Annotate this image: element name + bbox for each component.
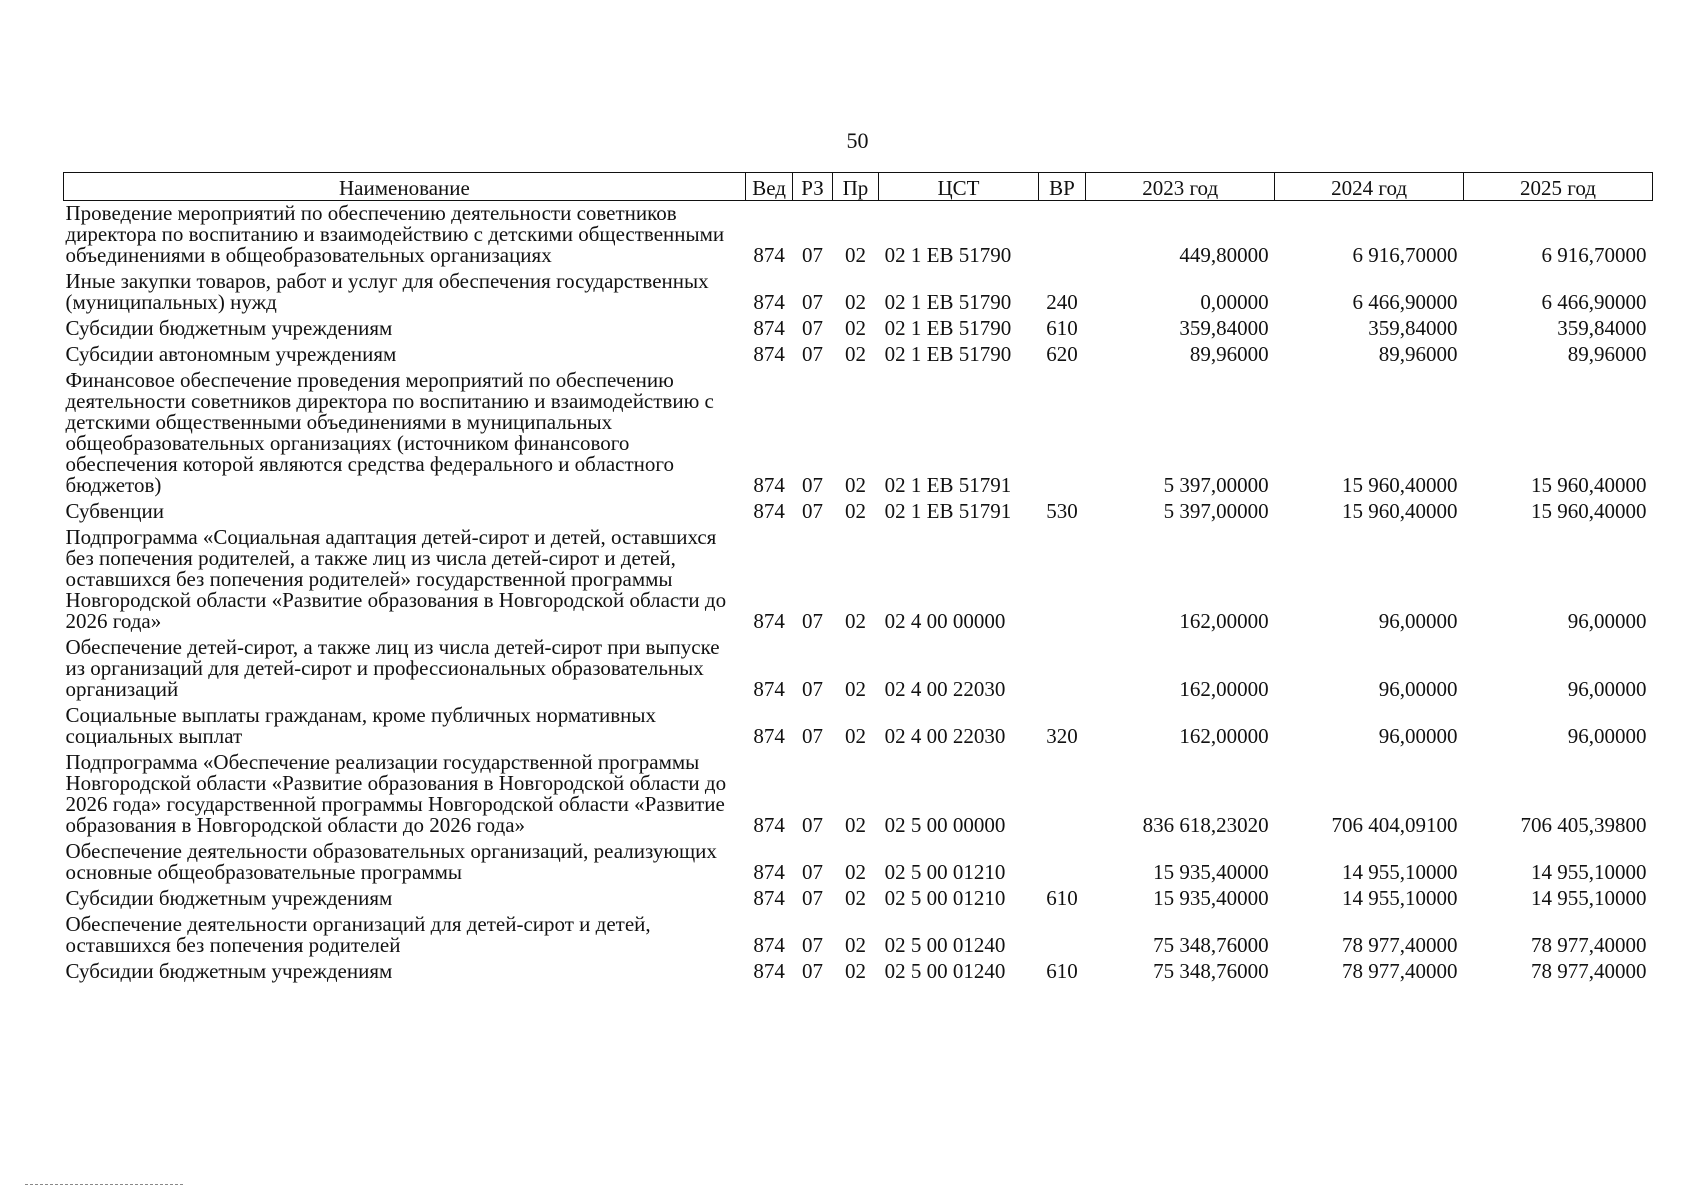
row-amount-2023: 75 348,76000	[1153, 933, 1269, 957]
row-rz: 07	[802, 677, 824, 701]
table-body	[64, 201, 1653, 986]
row-ved: 874	[753, 243, 785, 267]
row-ved: 874	[753, 860, 785, 884]
header-name: Наименование	[64, 173, 746, 201]
row-amount-2025: 15 960,40000	[1531, 499, 1647, 523]
row-amount-2025: 14 955,10000	[1531, 860, 1647, 884]
row-pr: 02	[844, 886, 866, 910]
row-amount-2023: 0,00000	[1200, 290, 1269, 314]
row-pr: 02	[844, 933, 866, 957]
row-amount-2024: 6 916,70000	[1352, 243, 1458, 267]
budget-table	[63, 172, 1653, 985]
row-name: Субсидии автономным учреждениям	[65, 342, 397, 366]
row-name: Обеспечение деятельности образовательных организаций, реализующих основные общеобразовательные программы	[65, 839, 717, 884]
row-name: Финансовое обеспечение проведения мероприятий по обеспечению деятельности советников директора по воспитанию и взаимодействию с детскими общественными объединениями в муниципальных общеобразовательных организациях (источником финансового обеспечения которой являются средства федерального и областного бюджетов)	[65, 368, 714, 497]
row-amount-2024: 359,84000	[1368, 316, 1458, 340]
header-row	[64, 173, 1653, 201]
row-vr: 610	[1046, 886, 1078, 910]
row-ved: 874	[753, 724, 785, 748]
table-row	[64, 839, 1653, 886]
row-ved: 874	[753, 342, 785, 366]
row-rz: 07	[802, 342, 824, 366]
row-amount-2025: 6 466,90000	[1541, 290, 1647, 314]
row-vr: 320	[1046, 724, 1078, 748]
row-cst: 02 1 ЕВ 51791	[884, 473, 1012, 497]
row-cst: 02 4 00 22030	[884, 724, 1006, 748]
row-amount-2025: 96,00000	[1567, 609, 1647, 633]
row-rz: 07	[802, 933, 824, 957]
row-cst: 02 1 ЕВ 51790	[884, 290, 1012, 314]
row-vr	[1038, 368, 1085, 499]
table-row	[64, 959, 1653, 985]
row-cst: 02 1 ЕВ 51790	[884, 316, 1012, 340]
row-pr: 02	[844, 473, 866, 497]
row-cst: 02 5 00 01210	[884, 860, 1006, 884]
table-row	[64, 703, 1653, 750]
row-vr: 620	[1046, 342, 1078, 366]
row-amount-2024: 15 960,40000	[1342, 473, 1458, 497]
row-rz: 07	[802, 724, 824, 748]
row-vr	[1038, 525, 1085, 635]
row-pr: 02	[844, 677, 866, 701]
row-name: Обеспечение детей-сирот, а также лиц из числа детей-сирот при выпуске из организаций для детей-сирот и профессиональных образовательных организаций	[65, 635, 720, 701]
row-vr	[1038, 912, 1085, 959]
header-rz: РЗ	[793, 173, 832, 201]
row-rz: 07	[802, 243, 824, 267]
table-row	[64, 525, 1653, 635]
row-cst: 02 4 00 00000	[884, 609, 1006, 633]
row-pr: 02	[844, 290, 866, 314]
row-ved: 874	[753, 886, 785, 910]
row-amount-2025: 6 916,70000	[1541, 243, 1647, 267]
row-amount-2025: 359,84000	[1557, 316, 1647, 340]
row-pr: 02	[844, 959, 866, 983]
header-2024: 2024 год	[1275, 173, 1464, 201]
row-name: Субсидии бюджетным учреждениям	[65, 316, 393, 340]
row-pr: 02	[844, 813, 866, 837]
row-vr	[1038, 750, 1085, 839]
row-rz: 07	[802, 609, 824, 633]
row-ved: 874	[753, 609, 785, 633]
row-amount-2024: 14 955,10000	[1342, 860, 1458, 884]
row-rz: 07	[802, 959, 824, 983]
row-amount-2025: 14 955,10000	[1531, 886, 1647, 910]
row-cst: 02 1 ЕВ 51790	[884, 342, 1012, 366]
row-amount-2023: 162,00000	[1179, 609, 1269, 633]
row-name: Социальные выплаты гражданам, кроме публичных нормативных социальных выплат	[65, 703, 657, 748]
page-number: 50	[846, 128, 869, 153]
row-amount-2023: 75 348,76000	[1153, 959, 1269, 983]
row-amount-2023: 5 397,00000	[1163, 499, 1269, 523]
row-name: Иные закупки товаров, работ и услуг для обеспечения государственных (муниципальных) нужд	[65, 269, 709, 314]
scan-artifact-line	[25, 1184, 183, 1185]
row-pr: 02	[844, 243, 866, 267]
row-amount-2023: 359,84000	[1179, 316, 1269, 340]
row-amount-2024: 96,00000	[1378, 677, 1458, 701]
table-row	[64, 368, 1653, 499]
row-name: Проведение мероприятий по обеспечению деятельности советников директора по воспитанию и взаимодействию с детскими общественными объединениями в общеобразовательных организациях	[65, 201, 725, 267]
row-amount-2025: 96,00000	[1567, 724, 1647, 748]
row-ved: 874	[753, 499, 785, 523]
row-amount-2025: 78 977,40000	[1531, 933, 1647, 957]
row-name: Субвенции	[65, 499, 164, 523]
row-ved: 874	[753, 290, 785, 314]
row-ved: 874	[753, 473, 785, 497]
row-ved: 874	[753, 316, 785, 340]
row-cst: 02 4 00 22030	[884, 677, 1006, 701]
row-cst: 02 5 00 01240	[884, 959, 1006, 983]
row-ved: 874	[753, 677, 785, 701]
header-ved: Вед	[745, 173, 792, 201]
row-cst: 02 5 00 01210	[884, 886, 1006, 910]
row-name: Обеспечение деятельности организаций для детей-сирот и детей, оставшихся без попечения родителей	[65, 912, 651, 957]
row-pr: 02	[844, 860, 866, 884]
row-pr: 02	[844, 724, 866, 748]
row-amount-2023: 15 935,40000	[1153, 886, 1269, 910]
row-pr: 02	[844, 316, 866, 340]
row-vr	[1038, 635, 1085, 703]
header-2025: 2025 год	[1464, 173, 1653, 201]
row-vr: 610	[1046, 316, 1078, 340]
row-vr: 240	[1046, 290, 1078, 314]
row-ved: 874	[753, 813, 785, 837]
row-cst: 02 5 00 00000	[884, 813, 1006, 837]
row-amount-2025: 15 960,40000	[1531, 473, 1647, 497]
table-row	[64, 912, 1653, 959]
row-rz: 07	[802, 499, 824, 523]
row-amount-2023: 5 397,00000	[1163, 473, 1269, 497]
row-vr	[1038, 839, 1085, 886]
row-amount-2024: 78 977,40000	[1342, 959, 1458, 983]
table-row	[64, 201, 1653, 270]
row-cst: 02 1 ЕВ 51790	[884, 243, 1012, 267]
row-amount-2024: 78 977,40000	[1342, 933, 1458, 957]
budget-table-container	[63, 172, 1653, 985]
header-pr: Пр	[832, 173, 878, 201]
table-row	[64, 316, 1653, 342]
row-cst: 02 1 ЕВ 51791	[884, 499, 1012, 523]
row-rz: 07	[802, 860, 824, 884]
row-amount-2025: 96,00000	[1567, 677, 1647, 701]
row-amount-2025: 89,96000	[1567, 342, 1647, 366]
row-name: Субсидии бюджетным учреждениям	[65, 959, 393, 983]
row-amount-2025: 78 977,40000	[1531, 959, 1647, 983]
row-amount-2023: 162,00000	[1179, 724, 1269, 748]
row-rz: 07	[802, 290, 824, 314]
row-amount-2024: 706 404,09100	[1331, 813, 1458, 837]
row-amount-2024: 15 960,40000	[1342, 499, 1458, 523]
header-cst: ЦСТ	[879, 173, 1039, 201]
row-name: Подпрограмма «Обеспечение реализации государственной программы Новгородской области «Развитие образования в Новгородской области до 2026 года» государственной программы Новгородской области «Развитие образования в Новгородской области до 2026 года»	[65, 750, 727, 837]
row-vr: 610	[1046, 959, 1078, 983]
row-pr: 02	[844, 342, 866, 366]
row-vr: 530	[1046, 499, 1078, 523]
row-rz: 07	[802, 813, 824, 837]
row-rz: 07	[802, 473, 824, 497]
row-amount-2023: 162,00000	[1179, 677, 1269, 701]
row-amount-2024: 14 955,10000	[1342, 886, 1458, 910]
row-ved: 874	[753, 933, 785, 957]
row-vr	[1038, 201, 1085, 270]
table-row	[64, 886, 1653, 912]
row-amount-2024: 96,00000	[1378, 609, 1458, 633]
table-row	[64, 342, 1653, 368]
row-ved: 874	[753, 959, 785, 983]
row-name: Субсидии бюджетным учреждениям	[65, 886, 393, 910]
row-amount-2024: 6 466,90000	[1352, 290, 1458, 314]
row-amount-2023: 15 935,40000	[1153, 860, 1269, 884]
table-row	[64, 635, 1653, 703]
header-vr: ВР	[1038, 173, 1085, 201]
row-amount-2023: 836 618,23020	[1142, 813, 1269, 837]
row-amount-2023: 89,96000	[1189, 342, 1269, 366]
row-amount-2023: 449,80000	[1179, 243, 1269, 267]
table-header	[64, 173, 1653, 201]
row-rz: 07	[802, 886, 824, 910]
row-amount-2024: 89,96000	[1378, 342, 1458, 366]
row-amount-2025: 706 405,39800	[1520, 813, 1647, 837]
row-rz: 07	[802, 316, 824, 340]
table-row	[64, 499, 1653, 525]
row-pr: 02	[844, 609, 866, 633]
row-cst: 02 5 00 01240	[884, 933, 1006, 957]
header-2023: 2023 год	[1086, 173, 1275, 201]
row-name: Подпрограмма «Социальная адаптация детей-сирот и детей, оставшихся без попечения родителей, а также лиц из числа детей-сирот и детей, оставшихся без попечения родителей» государственной программы Новгородской области «Развитие образования в Новгородской области до 2026 года»	[65, 525, 727, 633]
table-row	[64, 269, 1653, 316]
row-amount-2024: 96,00000	[1378, 724, 1458, 748]
table-row	[64, 750, 1653, 839]
row-pr: 02	[844, 499, 866, 523]
